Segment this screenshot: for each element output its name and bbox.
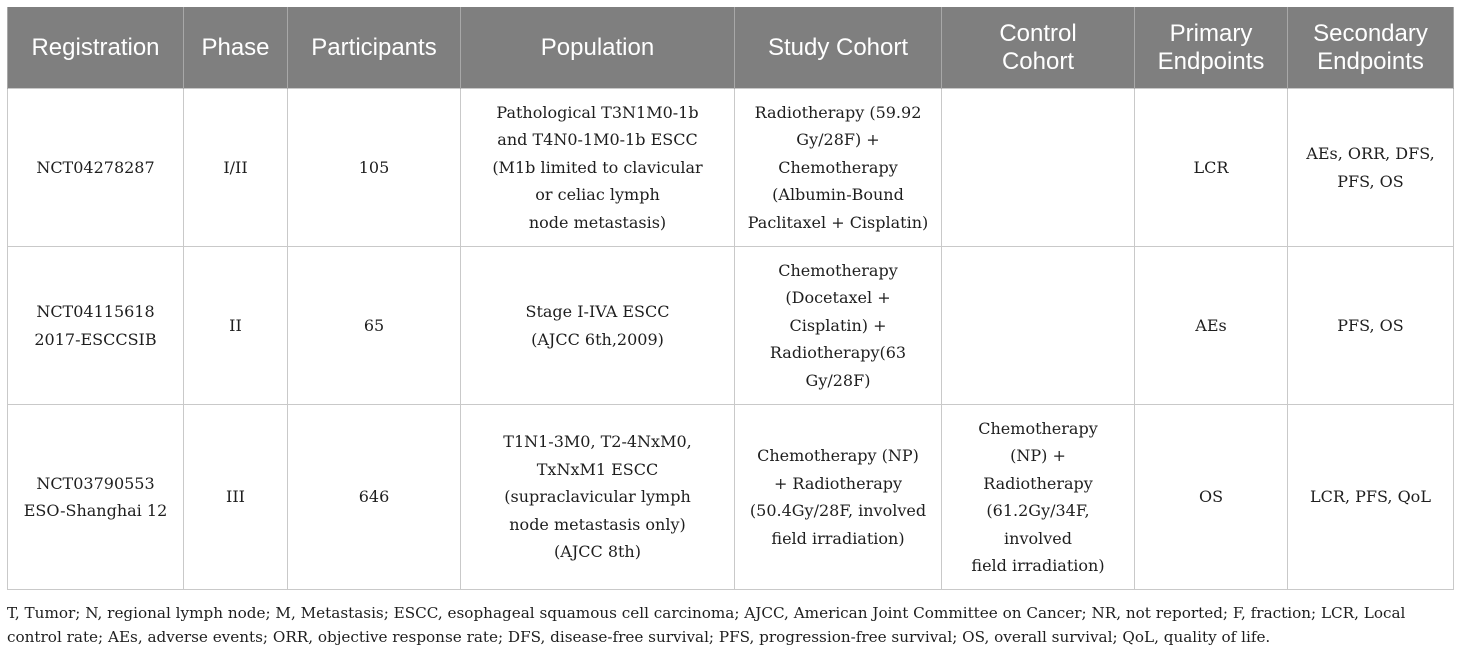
cell-registration: NCT04278287 bbox=[8, 89, 184, 247]
table-footnote: T, Tumor; N, regional lymph node; M, Metastasis; ESCC, esophageal squamous cell carcinoma; AJCC, American Joint Committee on Cancer; NR, not reported; F, fraction; LCR, Local control rate; AEs, adverse events; ORR, objective response rate; DFS, disease-free survival; PFS, progression-free survival; OS, overall survival; QoL, quality of life. bbox=[7, 604, 1406, 646]
cell-registration: NCT03790553 ESO-Shanghai 12 bbox=[8, 405, 184, 590]
cell-population: T1N1-3M0, T2-4NxM0, TxNxM1 ESCC (supraclavicular lymph node metastasis only) (AJCC 8th) bbox=[461, 405, 735, 590]
trials-table-container bbox=[7, 7, 1453, 590]
table-row bbox=[8, 405, 1454, 590]
trials-table bbox=[7, 7, 1454, 590]
cell-primary-endpoints: LCR bbox=[1135, 89, 1288, 247]
cell-control-cohort bbox=[942, 247, 1135, 405]
header-registration: Registration bbox=[8, 7, 184, 89]
header-primary-endpoints: Primary Endpoints bbox=[1135, 7, 1288, 89]
table-row bbox=[8, 89, 1454, 247]
cell-registration: NCT04115618 2017-ESCCSIB bbox=[8, 247, 184, 405]
cell-control-cohort bbox=[942, 89, 1135, 247]
cell-population: Pathological T3N1M0-1b and T4N0-1M0-1b ESCC (M1b limited to clavicular or celiac lymph node metastasis) bbox=[461, 89, 735, 247]
header-row bbox=[8, 7, 1454, 89]
cell-participants: 65 bbox=[288, 247, 461, 405]
cell-study-cohort: Radiotherapy (59.92 Gy/28F) + Chemotherapy (Albumin-Bound Paclitaxel + Cisplatin) bbox=[735, 89, 942, 247]
header-secondary-endpoints: Secondary Endpoints bbox=[1288, 7, 1454, 89]
header-participants: Participants bbox=[288, 7, 461, 89]
cell-secondary-endpoints: LCR, PFS, QoL bbox=[1288, 405, 1454, 590]
cell-participants: 105 bbox=[288, 89, 461, 247]
cell-phase: II bbox=[184, 247, 288, 405]
cell-study-cohort: Chemotherapy (Docetaxel + Cisplatin) + Radiotherapy(63 Gy/28F) bbox=[735, 247, 942, 405]
cell-study-cohort: Chemotherapy (NP) + Radiotherapy (50.4Gy/28F, involved field irradiation) bbox=[735, 405, 942, 590]
header-study-cohort: Study Cohort bbox=[735, 7, 942, 89]
cell-secondary-endpoints: AEs, ORR, DFS, PFS, OS bbox=[1288, 89, 1454, 247]
cell-phase: I/II bbox=[184, 89, 288, 247]
cell-secondary-endpoints: PFS, OS bbox=[1288, 247, 1454, 405]
header-phase: Phase bbox=[184, 7, 288, 89]
cell-participants: 646 bbox=[288, 405, 461, 590]
cell-population: Stage I-IVA ESCC (AJCC 6th,2009) bbox=[461, 247, 735, 405]
cell-control-cohort: Chemotherapy (NP) + Radiotherapy (61.2Gy/34F, involved field irradiation) bbox=[942, 405, 1135, 590]
header-population: Population bbox=[461, 7, 735, 89]
header-control-cohort: Control Cohort bbox=[942, 7, 1135, 89]
cell-phase: III bbox=[184, 405, 288, 590]
table-row bbox=[8, 247, 1454, 405]
cell-primary-endpoints: OS bbox=[1135, 405, 1288, 590]
cell-primary-endpoints: AEs bbox=[1135, 247, 1288, 405]
